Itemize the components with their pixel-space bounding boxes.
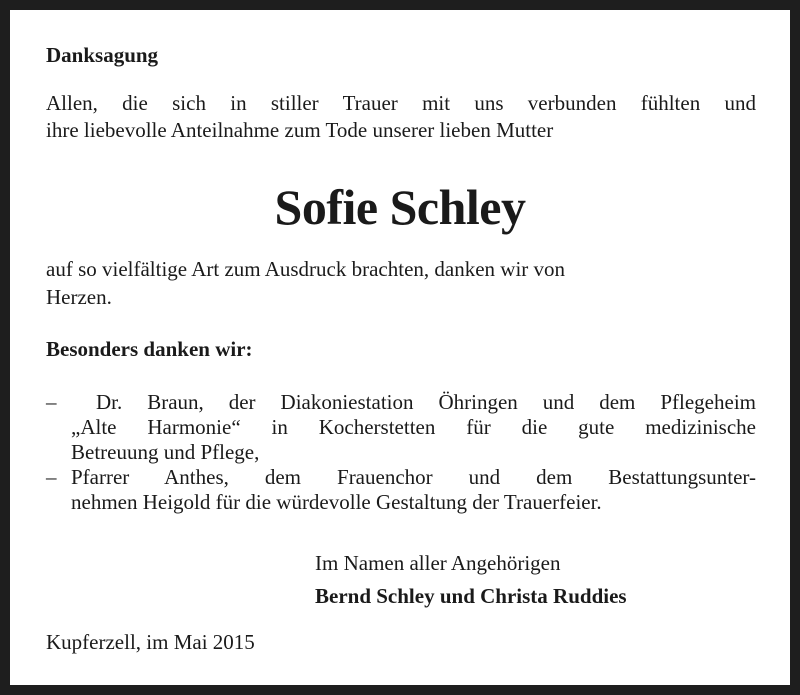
signature-block xyxy=(315,547,627,613)
after-line: auf so vielfältige Art zum Ausdruck brachten, danken wir von xyxy=(46,257,566,281)
list-line: Dr. Braun, der Diakoniestation Öhringen und dem Pflegeheim xyxy=(71,390,756,414)
list-line: Betreuung und Pflege, xyxy=(71,440,260,464)
signature-names: Bernd Schley und Christa Ruddies xyxy=(315,584,627,608)
list-line: „Alte Harmonie“ in Kocherstetten für die gute medizinische xyxy=(71,415,756,439)
list-dash: – xyxy=(46,465,57,489)
obituary-card xyxy=(10,10,790,685)
place-date: Kupferzell, im Mai 2015 xyxy=(46,630,255,654)
heading: Danksagung xyxy=(46,43,159,67)
intro-text xyxy=(46,90,756,144)
intro-line: ihre liebevolle Anteilnahme zum Tode unserer lieben Mutter xyxy=(46,118,554,142)
list-line: nehmen Heigold für die würdevolle Gestaltung der Trauerfeier. xyxy=(71,490,602,514)
list-line: Pfarrer Anthes, dem Frauenchor und dem Bestattungsunter- xyxy=(71,465,756,489)
special-thanks-heading: Besonders danken wir: xyxy=(46,337,253,361)
after-text xyxy=(46,255,746,311)
list-item xyxy=(46,465,756,515)
intro-line: Allen, die sich in stiller Trauer mit uns verbunden fühlten und xyxy=(46,91,756,115)
list-dash: – xyxy=(46,390,57,414)
thanks-list xyxy=(46,390,756,515)
list-item xyxy=(46,390,756,465)
deceased-name: Sofie Schley xyxy=(274,179,526,235)
signature-line: Im Namen aller Angehörigen xyxy=(315,551,561,575)
after-line: Herzen. xyxy=(46,285,112,309)
